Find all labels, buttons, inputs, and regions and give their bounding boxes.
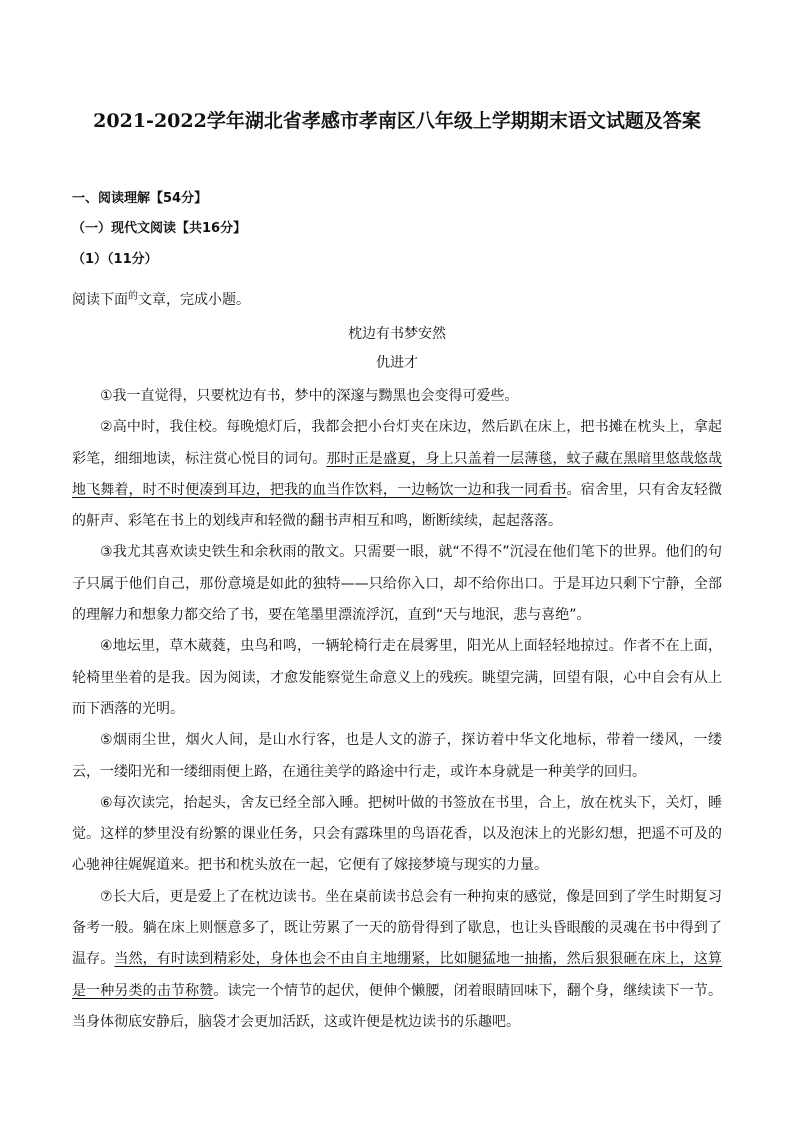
paragraph-7-text-end: 。读完一个情节的起伏，便伸个懒腰，闭着眼睛回味下，翻个身，继续读下一节。当身体彻底安静后，脑袋才会更加活跃，这或许便是枕边读书的乐趣吧。 [72,982,723,1030]
subsection-heading-modern-text: （一）现代文阅读【共16分】 [72,221,247,236]
page-title: 2021-2022学年湖北省孝感市孝南区八年级上学期期末语文试题及答案 [93,110,701,132]
question-number: （1）（11分） [72,252,158,267]
article-title: 枕边有书梦安然 [348,326,446,342]
paragraph-7-underlined: 当然，有时读到精彩处，身体也会不由自主地绷紧，比如腿猛地一抽搐，然后狠狠砸在床上，这算是一种另类的击节称赞 [72,951,723,999]
paragraph-7 [72,882,722,1038]
article-body [72,381,722,1038]
reading-instruction [72,287,250,309]
paragraph-5: ⑤烟雨尘世，烟火人间，是山水行客，也是人文的游子，探访着中华文化地标，带着一缕风，一缕云，一缕阳光和一缕细雨便上路，在通往美学的路途中行走，或许本身就是一种美学的回归。 [72,732,722,780]
paragraph-2-text-end: 。宿舍里，只有舍友轻微的鼾声、彩笔在书上的划线声和轻微的翻书声相互和鸣，断断续续，起起落落。 [72,481,723,530]
section-heading-reading: 一、阅读理解【54分】 [72,191,208,206]
paragraph-2-text: ②高中时，我住校。每晚熄灯后，我都会把小台灯夹在床边，然后趴在床上，把书摊在枕头上，拿起彩笔，细细地读，标注赏心悦目的词句。 [72,419,722,467]
paragraph-2 [72,412,722,537]
paragraph-6: ⑥每次读完，抬起头，舍友已经全部入睡。把树叶做的书签放在书里，合上，放在枕头下，关灯，睡觉。这样的梦里没有纷繁的课业任务，只会有露珠里的鸟语花香，以及泡沫上的光影幻想，把遥不可及的心驰神往娓娓道来。把书和枕头放在一起，它便有了嫁接梦境与现实的力量。 [72,794,722,874]
paragraph-4: ④地坛里，草木葳蕤，虫鸟和鸣，一辆轮椅行走在晨雾里，阳光从上面轻轻地掠过。作者不在上面，轮椅里坐着的是我。因为阅读，才愈发能察觉生命意义上的残疾。眺望完满，回望有限，心中自会有从上而下洒落的光明。 [72,638,722,717]
paragraph-2-underlined: 那时正是盛夏，身上只盖着一层薄毯，蚊子藏在黑暗里悠哉悠哉地飞舞着，时不时便凑到耳边，把我的血当作饮料，一边畅饮一边和我一同看书 [72,450,723,498]
paragraph-1: ①我一直觉得，只要枕边有书，梦中的深邃与黝黑也会变得可爱些。 [100,388,519,404]
paragraph-7-text: ⑦长大后，更是爱上了在枕边读书。坐在桌前读书总会有一种拘束的感觉，像是回到了学生时期复习备考一般。躺在床上则惬意多了，既让劳累了一天的筋骨得到了歇息，也让头昏眼酸的灵魂在书中得到了温存。 [72,888,722,968]
article-author: 仇进才 [376,355,418,371]
paragraph-3: ③我尤其喜欢读史铁生和余秋雨的散文。只需要一眼，就“不得不”沉浸在他们笔下的世界。他们的句子只属于他们自己，那份意境是如此的独特——只给你入口，却不给你出口。于是耳边只剩下宁静，全部的理解力和想象力都交给了书，要在笔墨里漂流浮沉，直到“天与地泯，悲与喜绝”。 [72,544,722,624]
instruction-text-end: 文章，完成小题。 [138,292,250,308]
instruction-text-start: 阅读下面 [72,292,128,308]
instruction-superscript: 的 [128,291,138,302]
